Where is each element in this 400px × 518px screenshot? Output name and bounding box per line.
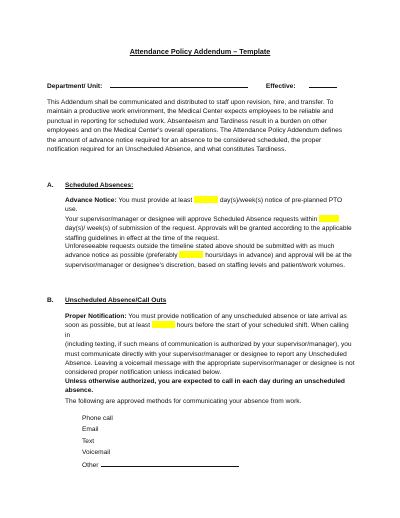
intro-paragraph	[47, 98, 357, 154]
list-item: Text	[82, 437, 95, 445]
department-effective-row	[47, 80, 337, 91]
section-a-heading	[47, 181, 133, 190]
unforeseeable-paragraph	[65, 242, 355, 270]
daily-call-in-statement: Unless otherwise authorized, you are expected to call in each day during an unscheduled absence.	[65, 378, 345, 395]
other-label: Other	[82, 462, 99, 470]
section-letter: B.	[47, 297, 54, 304]
section-b-heading	[47, 296, 166, 305]
text-line: Unforeseeable requests outside the timeline stated above should be submitted with as much	[65, 243, 335, 250]
text-line: staffing guidelines in effect at the time of the request.	[65, 234, 220, 242]
text-run: Your supervisor/manager or designee will approve Scheduled Absence requests within	[65, 215, 320, 223]
document-title: Attendance Policy Addendum – Template	[129, 47, 271, 56]
advance-notice-lead: Advance Notice:	[65, 197, 117, 204]
intro-line: punctual in reporting for scheduled work. Absenteeism and Tardiness result in a burden on other	[47, 117, 327, 125]
section-letter: A.	[47, 182, 54, 189]
effective-date-field[interactable]	[309, 80, 337, 88]
list-item: Voicemail	[82, 448, 111, 456]
text-line: supervisor/manager or designee's discretion, based on staffing levels and patient/work volumes.	[65, 261, 346, 269]
text-run: hours/days in advance) and approval will be at the	[203, 252, 352, 260]
advance-notice-paragraph	[65, 196, 355, 243]
text-run: soon as possible, but at least	[65, 322, 152, 330]
text-line: day(s)/ week(s) of submission of the request. Approvals will be granted according to the applicable	[65, 225, 352, 233]
proper-notification-lead: Proper Notification:	[65, 313, 127, 320]
department-label: Department/ Unit:	[47, 83, 103, 90]
other-method-field[interactable]	[101, 459, 239, 467]
proper-notification-paragraph	[65, 312, 355, 378]
intro-line: notification required for an Unscheduled Absence, and what constitutes Tardiness.	[47, 146, 287, 154]
section-title: Scheduled Absences:	[65, 182, 134, 189]
call-out-hours-field[interactable]	[152, 321, 175, 328]
intro-line: employees and on the Medical Center's overall operations. The Attendance Policy Addendum defines	[47, 127, 343, 135]
text-run: day(s)/week(s) notice of pre-planned PTO use.	[65, 197, 343, 214]
preferred-notice-field[interactable]	[179, 251, 203, 258]
list-item: Email	[82, 426, 99, 434]
text-line: considered proper notification unless indicated below.	[65, 369, 222, 377]
list-item: Phone call	[82, 415, 113, 422]
methods-intro: The following are approved methods for communicating your absence from work.	[65, 398, 302, 405]
section-title: Unscheduled Absence/Call Outs	[65, 297, 167, 304]
text-line: (including texting, if such means of communication is authorized by your supervisor/manager), you	[65, 341, 352, 349]
text-run: advance notice as possible (preferably	[65, 252, 180, 260]
text-run: hours before the start of your scheduled shift. When calling in	[65, 322, 349, 339]
intro-line: maintain a productive work environment, the Medical Center expects employees to be reliable and	[47, 108, 334, 116]
notice-days-field[interactable]	[194, 196, 218, 203]
text-run: You must provide notification of any unscheduled absence or late arrival as	[126, 313, 347, 320]
text-line: Absence. Leaving a voicemail message with the appropriate supervisor/manager or designee is not	[65, 360, 355, 368]
department-field[interactable]	[110, 80, 248, 88]
text-line: must communicate directly with your supervisor/manager or designee to report any Unscheduled	[65, 350, 347, 358]
intro-line: This Addendum shall be communicated and distributed to staff upon revision, hire, and transfer. To	[47, 99, 334, 106]
list-item-other	[82, 459, 239, 470]
text-run: You must provide at least	[116, 197, 195, 204]
effective-label: Effective:	[265, 83, 296, 90]
methods-list	[82, 414, 239, 470]
intro-line: the amount of advance notice required for an absence to be considered scheduled, the proper	[47, 136, 322, 144]
approval-days-field[interactable]	[319, 215, 339, 222]
